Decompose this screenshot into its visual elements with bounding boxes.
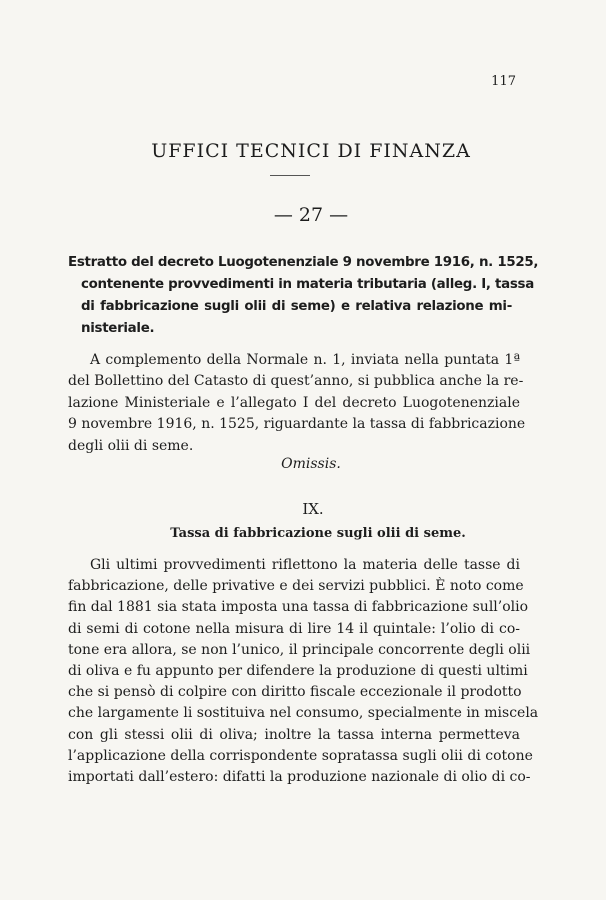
section-title: UFFICI TECNICI DI FINANZA — [151, 140, 471, 162]
paragraph-line: tone era allora, se non l’unico, il principale concorrente degli olii — [68, 641, 531, 658]
intro-paragraph — [68, 350, 526, 457]
title-divider — [270, 175, 310, 176]
paragraph-line: fin dal 1881 sia stata imposta una tassa di fabbricazione sull’olio — [68, 599, 529, 616]
omissis-note: Omissis. — [281, 456, 341, 472]
section-subheading: Tassa di fabbricazione sugli olii di seme. — [170, 526, 466, 541]
document-number: — 27 — — [273, 204, 349, 226]
paragraph-line: importati dall’estero: difatti la produzione nazionale di olio di co- — [68, 769, 531, 786]
heading-line: nisteriale. — [81, 321, 155, 336]
paragraph-line: 9 novembre 1916, n. 1525, riguardante la tassa di fabbricazione — [68, 416, 526, 433]
body-paragraph — [68, 555, 539, 788]
paragraph-line: A complemento della Normale n. 1, inviata nella puntata 1ª — [90, 352, 520, 368]
paragraph-line: lazione Ministeriale e l’allegato I del decreto Luogotenenziale — [68, 394, 520, 411]
heading-line: Estratto del decreto Luogotenenziale 9 novembre 1916, n. 1525, — [68, 255, 539, 270]
paragraph-line: fabbricazione, delle privative e dei servizi pubblici. È noto come — [68, 578, 524, 595]
paragraph-line: che si pensò di colpire con diritto fiscale eccezionale il prodotto — [68, 684, 522, 701]
decree-heading — [68, 252, 539, 340]
heading-line: contenente provvedimenti in materia tributaria (alleg. I, tassa — [81, 277, 534, 292]
heading-line: di fabbricazione sugli olii di seme) e relativa relazione mi- — [81, 299, 512, 314]
paragraph-line: che largamente li sostituiva nel consumo, specialmente in miscela — [68, 705, 539, 722]
paragraph-line: Gli ultimi provvedimenti riflettono la materia delle tasse di — [90, 557, 520, 573]
paragraph-line: l’applicazione della corrispondente sopratassa sugli olii di cotone — [68, 747, 533, 764]
section-numeral: IX. — [302, 500, 324, 518]
page-number: 117 — [491, 74, 516, 89]
paragraph-line: con gli stessi olii di oliva; inoltre la tassa interna permetteva — [68, 726, 520, 743]
paragraph-line: di oliva e fu appunto per difendere la produzione di questi ultimi — [68, 663, 528, 680]
paragraph-line: del Bollettino del Catasto di quest’anno, si pubblica anche la re- — [68, 373, 524, 390]
paragraph-line: di semi di cotone nella misura di lire 14 il quintale: l’olio di co- — [68, 620, 520, 637]
paragraph-line: degli olii di seme. — [68, 437, 194, 454]
